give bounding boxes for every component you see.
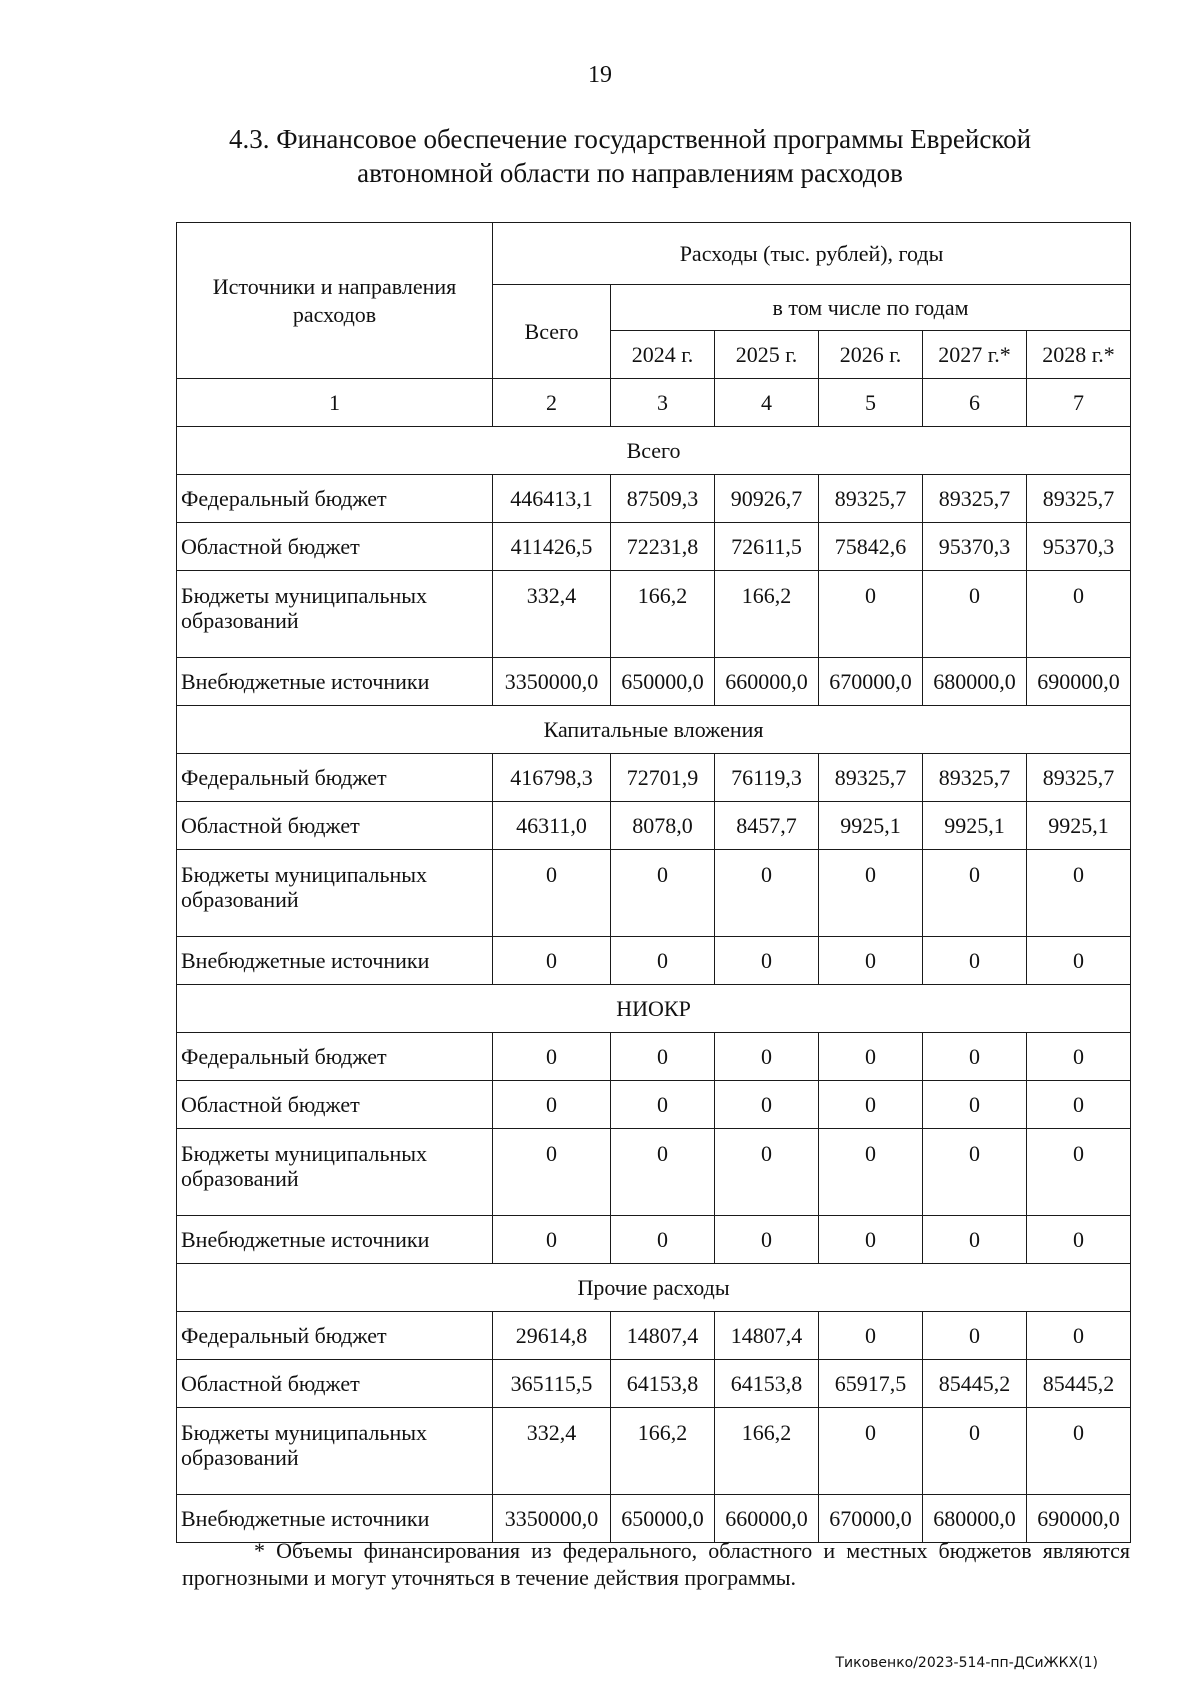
section-title-cell: Капитальные вложения <box>177 706 1131 754</box>
section-title-line-2: автономной области по направлениям расходов <box>357 158 903 188</box>
section-header-row <box>177 427 1131 475</box>
header-row-1 <box>177 223 1131 285</box>
source-label: Областной бюджет <box>177 523 493 571</box>
financing-table-body <box>177 223 1131 1543</box>
column-number: 2 <box>493 379 611 427</box>
value-cell: 76119,3 <box>715 754 819 802</box>
value-cell: 89325,7 <box>1027 475 1131 523</box>
value-cell: 89325,7 <box>923 475 1027 523</box>
value-cell: 0 <box>923 1033 1027 1081</box>
value-cell: 0 <box>923 1408 1027 1495</box>
value-cell: 72701,9 <box>611 754 715 802</box>
value-cell: 9925,1 <box>1027 802 1131 850</box>
value-cell: 9925,1 <box>819 802 923 850</box>
value-cell: 65917,5 <box>819 1360 923 1408</box>
column-number: 4 <box>715 379 819 427</box>
source-label: Федеральный бюджет <box>177 754 493 802</box>
value-cell: 166,2 <box>611 571 715 658</box>
value-cell: 0 <box>819 1033 923 1081</box>
header-year: 2025 г. <box>715 331 819 379</box>
value-cell: 0 <box>611 1033 715 1081</box>
source-label: Внебюджетные источники <box>177 1216 493 1264</box>
value-cell: 0 <box>1027 1033 1131 1081</box>
value-cell: 411426,5 <box>493 523 611 571</box>
section-header-row <box>177 985 1131 1033</box>
page-number: 19 <box>588 62 612 88</box>
column-number: 6 <box>923 379 1027 427</box>
value-cell: 0 <box>493 1033 611 1081</box>
source-label: Областной бюджет <box>177 1360 493 1408</box>
value-cell: 0 <box>819 571 923 658</box>
table-row <box>177 937 1131 985</box>
table-row <box>177 571 1131 658</box>
value-cell: 660000,0 <box>715 1495 819 1543</box>
value-cell: 680000,0 <box>923 1495 1027 1543</box>
value-cell: 670000,0 <box>819 658 923 706</box>
column-number: 1 <box>177 379 493 427</box>
value-cell: 0 <box>819 1216 923 1264</box>
value-cell: 0 <box>923 1129 1027 1216</box>
section-title-line-1: 4.3. Финансовое обеспечение государственной программы Еврейской <box>228 124 1032 154</box>
value-cell: 0 <box>923 1216 1027 1264</box>
value-cell: 72231,8 <box>611 523 715 571</box>
source-label: Областной бюджет <box>177 802 493 850</box>
section-title-cell: Всего <box>177 427 1131 475</box>
financing-table <box>176 222 1131 1543</box>
value-cell: 9925,1 <box>923 802 1027 850</box>
value-cell: 0 <box>1027 1216 1131 1264</box>
source-label: Бюджеты муниципальных образований <box>177 571 493 658</box>
value-cell: 416798,3 <box>493 754 611 802</box>
value-cell: 0 <box>1027 1408 1131 1495</box>
value-cell: 0 <box>493 1081 611 1129</box>
source-label: Федеральный бюджет <box>177 1312 493 1360</box>
value-cell: 0 <box>493 937 611 985</box>
value-cell: 0 <box>1027 1081 1131 1129</box>
value-cell: 90926,7 <box>715 475 819 523</box>
table-row <box>177 1216 1131 1264</box>
value-cell: 0 <box>923 850 1027 937</box>
table-row <box>177 1081 1131 1129</box>
source-label: Федеральный бюджет <box>177 475 493 523</box>
value-cell: 166,2 <box>611 1408 715 1495</box>
value-cell: 95370,3 <box>1027 523 1131 571</box>
value-cell: 0 <box>819 1129 923 1216</box>
value-cell: 0 <box>1027 571 1131 658</box>
value-cell: 0 <box>611 937 715 985</box>
value-cell: 0 <box>923 1081 1027 1129</box>
value-cell: 0 <box>493 1129 611 1216</box>
source-label: Внебюджетные источники <box>177 658 493 706</box>
value-cell: 0 <box>923 1312 1027 1360</box>
document-code: Тиковенко/2023-514-пп-ДСиЖКХ(1) <box>835 1655 1098 1671</box>
source-label: Областной бюджет <box>177 1081 493 1129</box>
header-year: 2028 г.* <box>1027 331 1131 379</box>
value-cell: 0 <box>1027 850 1131 937</box>
header-total: Всего <box>493 285 611 379</box>
value-cell: 14807,4 <box>715 1312 819 1360</box>
value-cell: 0 <box>819 1408 923 1495</box>
value-cell: 85445,2 <box>1027 1360 1131 1408</box>
value-cell: 95370,3 <box>923 523 1027 571</box>
section-title-cell: Прочие расходы <box>177 1264 1131 1312</box>
header-year: 2024 г. <box>611 331 715 379</box>
table-row <box>177 1408 1131 1495</box>
source-label: Бюджеты муниципальных образований <box>177 1408 493 1495</box>
value-cell: 650000,0 <box>611 658 715 706</box>
table-row <box>177 850 1131 937</box>
value-cell: 0 <box>923 571 1027 658</box>
table-row <box>177 523 1131 571</box>
value-cell: 650000,0 <box>611 1495 715 1543</box>
value-cell: 87509,3 <box>611 475 715 523</box>
source-label: Внебюджетные источники <box>177 937 493 985</box>
value-cell: 0 <box>611 1216 715 1264</box>
header-year: 2027 г.* <box>923 331 1027 379</box>
value-cell: 0 <box>1027 1129 1131 1216</box>
value-cell: 3350000,0 <box>493 658 611 706</box>
source-label: Федеральный бюджет <box>177 1033 493 1081</box>
value-cell: 690000,0 <box>1027 658 1131 706</box>
value-cell: 332,4 <box>493 571 611 658</box>
header-by-year: в том числе по годам <box>611 285 1131 331</box>
value-cell: 0 <box>715 1129 819 1216</box>
value-cell: 89325,7 <box>819 754 923 802</box>
value-cell: 0 <box>819 937 923 985</box>
value-cell: 0 <box>819 1081 923 1129</box>
value-cell: 64153,8 <box>715 1360 819 1408</box>
value-cell: 0 <box>1027 937 1131 985</box>
value-cell: 0 <box>715 1033 819 1081</box>
value-cell: 0 <box>715 1216 819 1264</box>
table-row <box>177 658 1131 706</box>
value-cell: 0 <box>611 850 715 937</box>
value-cell: 14807,4 <box>611 1312 715 1360</box>
value-cell: 660000,0 <box>715 658 819 706</box>
value-cell: 85445,2 <box>923 1360 1027 1408</box>
table-row <box>177 802 1131 850</box>
footnote: * Объемы финансирования из федерального, областного и местных бюджетов являются прогнозными и могут уточняться в течение действия программы. <box>182 1538 1130 1590</box>
table-row <box>177 1033 1131 1081</box>
table-row <box>177 1495 1131 1543</box>
value-cell: 0 <box>1027 1312 1131 1360</box>
value-cell: 690000,0 <box>1027 1495 1131 1543</box>
column-number: 7 <box>1027 379 1131 427</box>
value-cell: 89325,7 <box>819 475 923 523</box>
table-row <box>177 1360 1131 1408</box>
source-label: Бюджеты муниципальных образований <box>177 850 493 937</box>
value-cell: 166,2 <box>715 1408 819 1495</box>
value-cell: 0 <box>819 1312 923 1360</box>
value-cell: 0 <box>715 850 819 937</box>
value-cell: 0 <box>923 937 1027 985</box>
value-cell: 0 <box>493 1216 611 1264</box>
section-title-cell: НИОКР <box>177 985 1131 1033</box>
value-cell: 64153,8 <box>611 1360 715 1408</box>
table-row <box>177 475 1131 523</box>
header-sources: Источники и направления расходов <box>177 223 493 379</box>
value-cell: 89325,7 <box>1027 754 1131 802</box>
column-number: 5 <box>819 379 923 427</box>
value-cell: 72611,5 <box>715 523 819 571</box>
value-cell: 8078,0 <box>611 802 715 850</box>
value-cell: 0 <box>611 1129 715 1216</box>
value-cell: 365115,5 <box>493 1360 611 1408</box>
source-label: Внебюджетные источники <box>177 1495 493 1543</box>
section-title <box>180 122 1080 190</box>
value-cell: 332,4 <box>493 1408 611 1495</box>
section-header-row <box>177 706 1131 754</box>
column-number: 3 <box>611 379 715 427</box>
value-cell: 680000,0 <box>923 658 1027 706</box>
value-cell: 0 <box>611 1081 715 1129</box>
value-cell: 3350000,0 <box>493 1495 611 1543</box>
value-cell: 89325,7 <box>923 754 1027 802</box>
value-cell: 75842,6 <box>819 523 923 571</box>
value-cell: 0 <box>715 937 819 985</box>
header-year: 2026 г. <box>819 331 923 379</box>
value-cell: 0 <box>819 850 923 937</box>
header-expenses: Расходы (тыс. рублей), годы <box>493 223 1131 285</box>
table-row <box>177 1129 1131 1216</box>
value-cell: 0 <box>493 850 611 937</box>
value-cell: 8457,7 <box>715 802 819 850</box>
value-cell: 446413,1 <box>493 475 611 523</box>
table-row <box>177 1312 1131 1360</box>
value-cell: 0 <box>715 1081 819 1129</box>
column-number-row <box>177 379 1131 427</box>
value-cell: 670000,0 <box>819 1495 923 1543</box>
section-header-row <box>177 1264 1131 1312</box>
table-row <box>177 754 1131 802</box>
source-label: Бюджеты муниципальных образований <box>177 1129 493 1216</box>
value-cell: 46311,0 <box>493 802 611 850</box>
value-cell: 166,2 <box>715 571 819 658</box>
value-cell: 29614,8 <box>493 1312 611 1360</box>
